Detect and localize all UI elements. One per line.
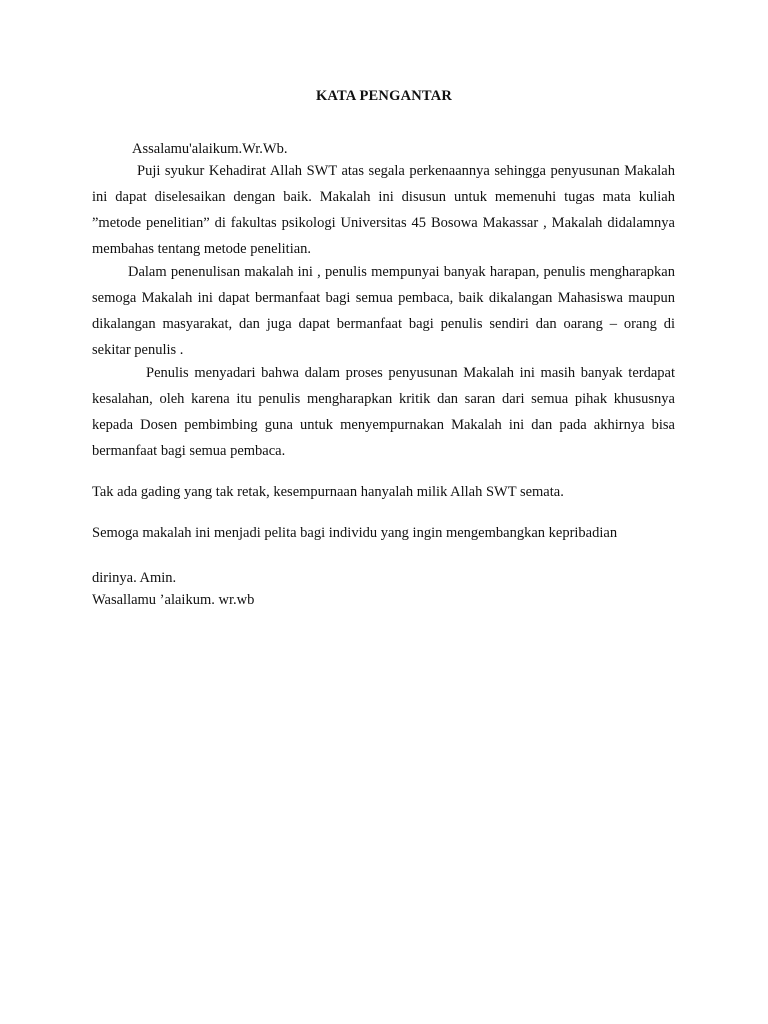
greeting-text: Assalamu'alaikum.Wr.Wb. bbox=[132, 141, 288, 157]
paragraph-2: Dalam penenulisan makalah ini , penulis mempunyai banyak harapan, penulis mengharapkan semoga Makalah ini dapat bermanfaat bagi semua pembaca, baik dikalangan Mahasiswa maupun dikalangan masyarakat, dan juga dapat bermanfaat bagi penulis sendiri dan oarang – orang di sekitar penulis . bbox=[92, 264, 675, 358]
closing-greeting: Wasallamu ’alaikum. wr.wb bbox=[92, 592, 255, 608]
amin-line: dirinya. Amin. bbox=[92, 570, 177, 586]
hope-sentence: Semoga makalah ini menjadi pelita bagi individu yang ingin mengembangkan kepribadian bbox=[92, 525, 618, 541]
paragraph-3: Penulis menyadari bahwa dalam proses penyusunan Makalah ini masih banyak terdapat kesalahan, oleh karena itu penulis mengharapkan kritik dan saran dari semua pihak khususnya kepada Dosen pembimbing guna untuk menyempurnakan Makalah ini dan pada akhirnya bisa bermanfaat bagi semua pembaca. bbox=[92, 365, 675, 459]
closing-sentence: Tak ada gading yang tak retak, kesempurnaan hanyalah milik Allah SWT semata. bbox=[92, 484, 564, 500]
paragraph-1: Puji syukur Kehadirat Allah SWT atas segala perkenaannya sehingga penyusunan Makalah ini dapat diselesaikan dengan baik. Makalah ini disusun untuk memenuhi tugas mata kuliah ”metode penelitian” di fakultas psikologi Universitas 45 Bosowa Makassar , Makalah didalamnya membahas tentang metode penelitian. bbox=[92, 163, 675, 257]
page-title: KATA PENGANTAR bbox=[315, 88, 453, 104]
